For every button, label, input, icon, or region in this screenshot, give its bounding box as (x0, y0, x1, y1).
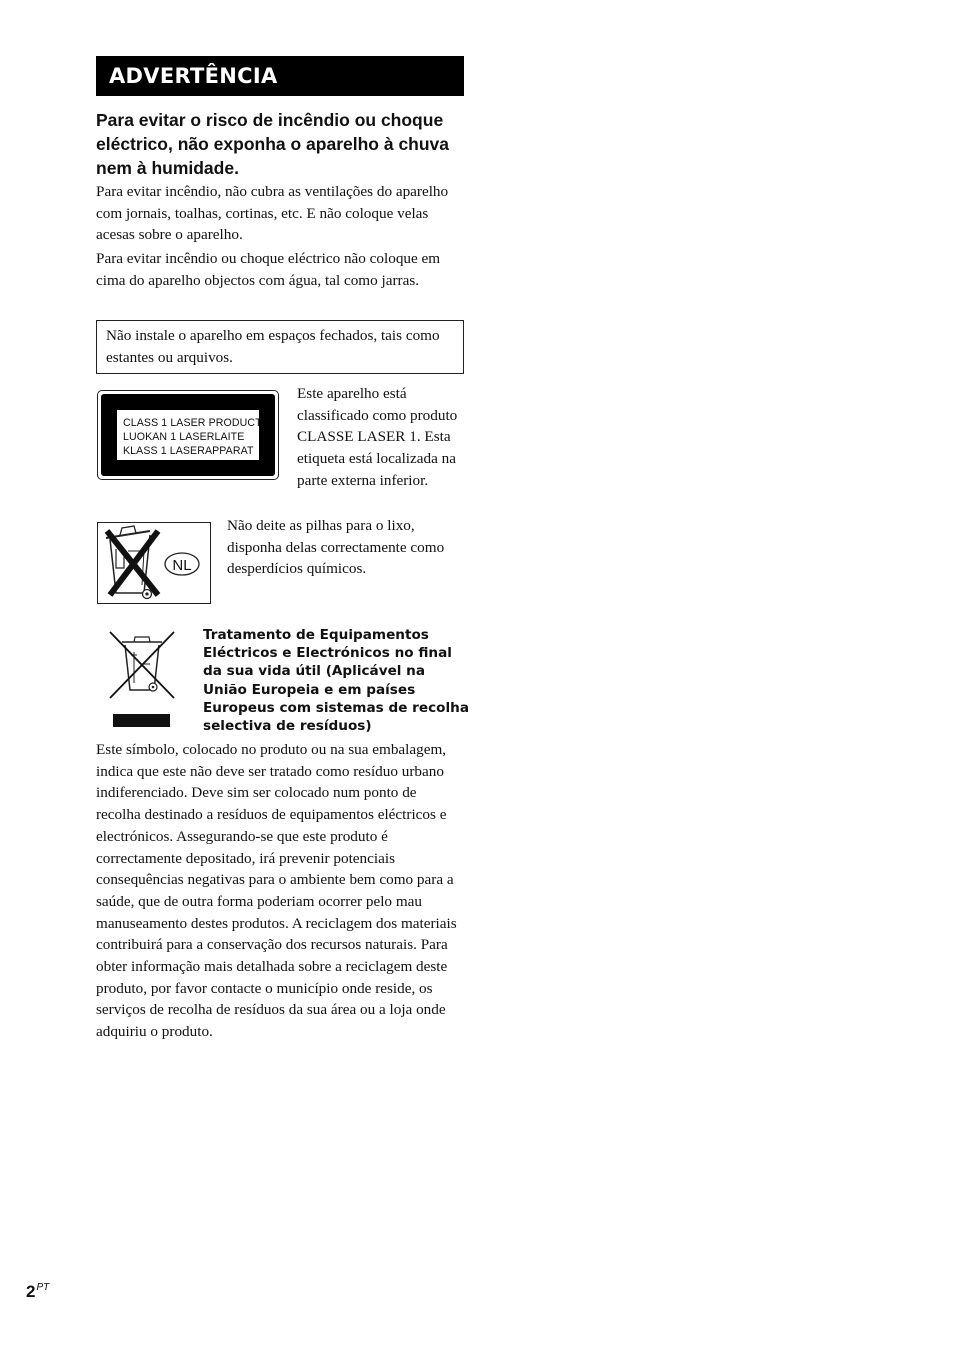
crossed-wheelie-bin-icon (104, 628, 180, 730)
weee-icon (104, 628, 180, 730)
nl-label: NL (172, 557, 192, 574)
notice-box (96, 320, 464, 374)
page-number (26, 1282, 49, 1302)
section-banner (96, 56, 464, 96)
laser-label-line: KLASS 1 LASERAPPARAT (123, 445, 254, 457)
page-number-value: 2 (26, 1282, 36, 1301)
laser-description: Este aparelho está classificado como produto CLASSE LASER 1. Esta etiqueta está localizada na parte externa inferior. (297, 385, 458, 489)
warning-paragraph-2: Para evitar incêndio ou choque eléctrico não coloque em cima do aparelho objectos com água, tal como jarras. (96, 250, 441, 289)
crossed-bin-nl-icon (98, 523, 210, 603)
weee-title: Tratamento de Equipamentos Eléctricos e Electrónicos no final da sua vida útil (Aplicável na União Europeia e em países Europeus com sistemas de recolha selectiva de resíduos) (203, 627, 469, 735)
warning-paragraph-1: Para evitar incêndio, não cubra as ventilações do aparelho com jornais, toalhas, cortinas, etc. E não coloque velas acesas sobre o aparelho. (96, 183, 449, 244)
notice-box-text: Não instale o aparelho em espaços fechados, tais como estantes ou arquivos. (106, 327, 440, 366)
banner-title: ADVERTÊNCIA (109, 64, 278, 88)
laser-label-line: CLASS 1 LASER PRODUCT (123, 417, 262, 429)
language-code: PT (36, 1282, 50, 1293)
warning-heading: Para evitar o risco de incêndio ou choque eléctrico, não exponha o aparelho à chuva nem à humidade. (96, 110, 450, 178)
laser-label-line: LUOKAN 1 LASERLAITE (123, 431, 245, 443)
weee-body: Este símbolo, colocado no produto ou na sua embalagem, indica que este não deve ser tratado como resíduo urbano indiferenciado. Deve sim ser colocado num ponto de recolha destinado a resíduos de equipamentos eléctricos e electrónicos. Assegurando-se que este produto é correctamente depositado, irá prevenir potenciais consequências negativas para o ambiente bem como para a saúde, que de outra forma poderiam ocorrer pelo mau manuseamento destes produtos. A reciclagem dos materiais contribuirá para a conservação dos recursos naturais. Para obter informação mais detalhada sobre a reciclagem deste produto, por favor contacte o município onde reside, os serviços de recolha de resíduos da sua área ou a loja onde adquiriu o produto. (96, 741, 457, 1041)
laser-class-label (97, 390, 279, 480)
battery-disposal-icon (97, 522, 211, 604)
battery-instructions: Não deite as pilhas para o lixo, disponha delas correctamente como desperdícios químicos. (227, 517, 445, 578)
